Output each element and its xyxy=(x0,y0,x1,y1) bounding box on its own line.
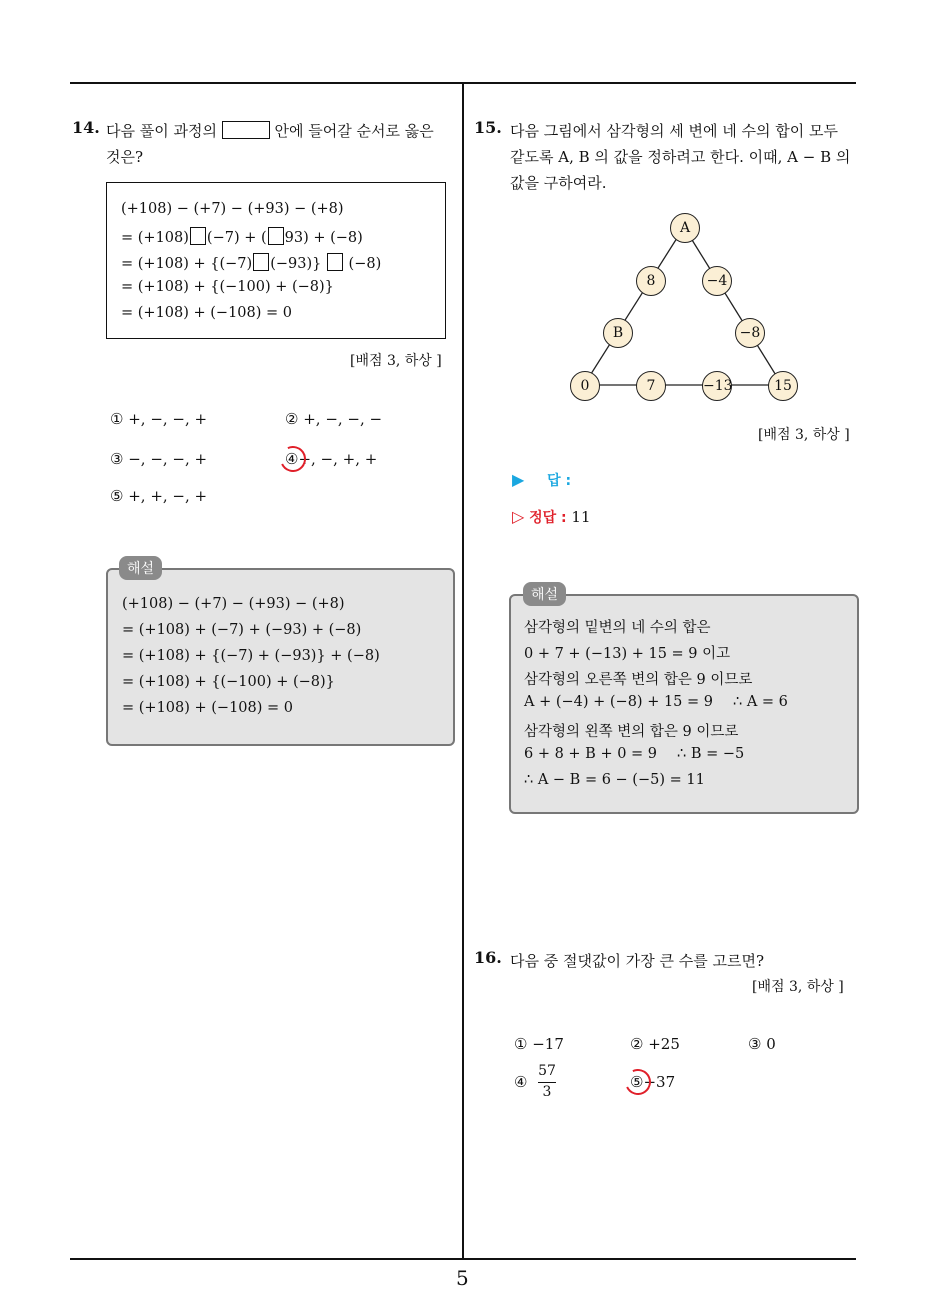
q16-answer-circle-mark xyxy=(621,1065,654,1098)
q15-expl-line4: A + (−4) + (−8) + 15 = 9 xyxy=(524,694,713,710)
node-8: 8 xyxy=(636,266,666,296)
triangle-right-side xyxy=(684,227,782,385)
q16-choice-1[interactable]: ① −17 xyxy=(514,1035,564,1053)
q15-explanation-box xyxy=(509,594,859,814)
q15-answer-row xyxy=(512,470,571,490)
q14-text-after: 안에 들어갈 순서로 옳은 xyxy=(274,122,434,140)
q15-expl-line6-result: ∴ B = −5 xyxy=(677,746,745,762)
q16-choice-2[interactable]: ② +25 xyxy=(630,1035,680,1053)
q14-work-line4: = (+108) + {(−100) + (−8)} xyxy=(121,279,334,295)
q15-expl-line6: 6 + 8 + B + 0 = 9 xyxy=(524,746,658,762)
q15-expl-line5: 삼각형의 왼쪽 변의 합은 9 이므로 xyxy=(524,724,739,740)
page-number: 5 xyxy=(456,1266,469,1290)
q15-expl-line4-result: ∴ A = 6 xyxy=(733,694,788,710)
q15-expl-line3: 삼각형의 오른쪽 변의 합은 9 이므로 xyxy=(524,672,753,688)
q14-blank-box xyxy=(222,121,270,139)
q15-expl-line1: 삼각형의 밑변의 네 수의 합은 xyxy=(524,620,711,636)
q14-explanation-box xyxy=(106,568,455,746)
node-neg13: −13 xyxy=(702,371,732,401)
node-neg8: −8 xyxy=(735,318,765,348)
q15-explanation-tag: 해설 xyxy=(523,582,566,606)
q14-work-line1: (+108) − (+7) − (+93) − (+8) xyxy=(121,201,344,217)
q14-expl-line1: (+108) − (+7) − (+93) − (+8) xyxy=(122,596,345,612)
q14-choice-4-label: ④ xyxy=(285,450,299,468)
correct-label: 정답 : xyxy=(529,510,567,526)
fraction-denominator: 3 xyxy=(542,1084,552,1100)
q14-expl-line2: = (+108) + (−7) + (−93) + (−8) xyxy=(122,622,362,638)
q14-explanation-tag: 해설 xyxy=(119,556,162,580)
blank-square xyxy=(190,227,206,245)
q14-choice-4-value: +, −, +, + xyxy=(298,450,378,468)
q15-expl-line2: 0 + 7 + (−13) + 15 = 9 이고 xyxy=(524,646,731,662)
answer-label: 답 : xyxy=(547,473,572,489)
q14-choice-3[interactable]: ③ −, −, −, + xyxy=(110,450,208,468)
node-neg4: −4 xyxy=(702,266,732,296)
q15-meta: [배점 3, 하상 ] xyxy=(758,427,850,443)
blank-square xyxy=(253,253,269,271)
answer-marker-icon: ▶ xyxy=(512,470,525,489)
q16-choice-3[interactable]: ③ 0 xyxy=(748,1035,776,1053)
node-a: A xyxy=(670,213,700,243)
q14-meta: [배점 3, 하상 ] xyxy=(350,353,442,369)
q16-choice-5-value: −37 xyxy=(643,1073,676,1091)
q15-correct-row xyxy=(512,507,591,527)
q14-work-line2: = (+108) (−7) + ( 93) + (−8) xyxy=(121,227,363,246)
blank-square xyxy=(268,227,284,245)
q14-question xyxy=(106,120,434,141)
q15-question-line2: 같도록 A, B 의 값을 정하려고 한다. 이때, A − B 의 xyxy=(510,148,851,166)
q15-question-line3: 값을 구하여라. xyxy=(510,174,607,192)
node-15: 15 xyxy=(768,371,798,401)
q14-work-line3: = (+108) + {(−7) (−93)} (−8) xyxy=(121,253,381,272)
node-7: 7 xyxy=(636,371,666,401)
q15-question-line1: 다음 그림에서 삼각형의 세 변에 네 수의 합이 모두 xyxy=(510,122,838,140)
q14-expl-line5: = (+108) + (−108) = 0 xyxy=(122,700,293,716)
q14-choice-1[interactable]: ① +, −, −, + xyxy=(110,410,208,428)
q16-question: 다음 중 절댓값이 가장 큰 수를 고르면? xyxy=(510,952,765,970)
q14-question-line2: 것은? xyxy=(106,148,144,166)
q16-choice-4-label: ④ xyxy=(514,1073,528,1091)
q14-work-box xyxy=(106,182,446,339)
q14-text-before: 다음 풀이 과정의 xyxy=(106,122,217,140)
q14-choice-5[interactable]: ⑤ +, +, −, + xyxy=(110,487,208,505)
correct-value: 11 xyxy=(571,508,591,526)
q14-expl-line4: = (+108) + {(−100) + (−8)} xyxy=(122,674,335,690)
q15-number: 15. xyxy=(474,118,502,137)
fraction-bar xyxy=(538,1082,556,1083)
q14-number: 14. xyxy=(72,118,100,137)
blank-square xyxy=(327,253,343,271)
triangle-left-side xyxy=(584,227,684,385)
q16-choice-5-label: ⑤ xyxy=(630,1073,644,1091)
q16-number: 16. xyxy=(474,948,502,967)
q14-expl-line3: = (+108) + {(−7) + (−93)} + (−8) xyxy=(122,648,380,664)
q14-answer-circle-mark xyxy=(276,442,309,475)
bottom-rule xyxy=(70,1258,856,1260)
q14-work-line5: = (+108) + (−108) = 0 xyxy=(121,305,292,321)
fraction-numerator: 57 xyxy=(538,1063,556,1079)
q14-choice-2[interactable]: ② +, −, −, − xyxy=(285,410,383,428)
node-0: 0 xyxy=(570,371,600,401)
column-divider xyxy=(462,82,464,1258)
node-b: B xyxy=(603,318,633,348)
q16-meta: [배점 3, 하상 ] xyxy=(752,979,844,995)
q15-expl-line7: ∴ A − B = 6 − (−5) = 11 xyxy=(524,772,705,788)
correct-marker-icon: ▷ xyxy=(512,507,525,526)
